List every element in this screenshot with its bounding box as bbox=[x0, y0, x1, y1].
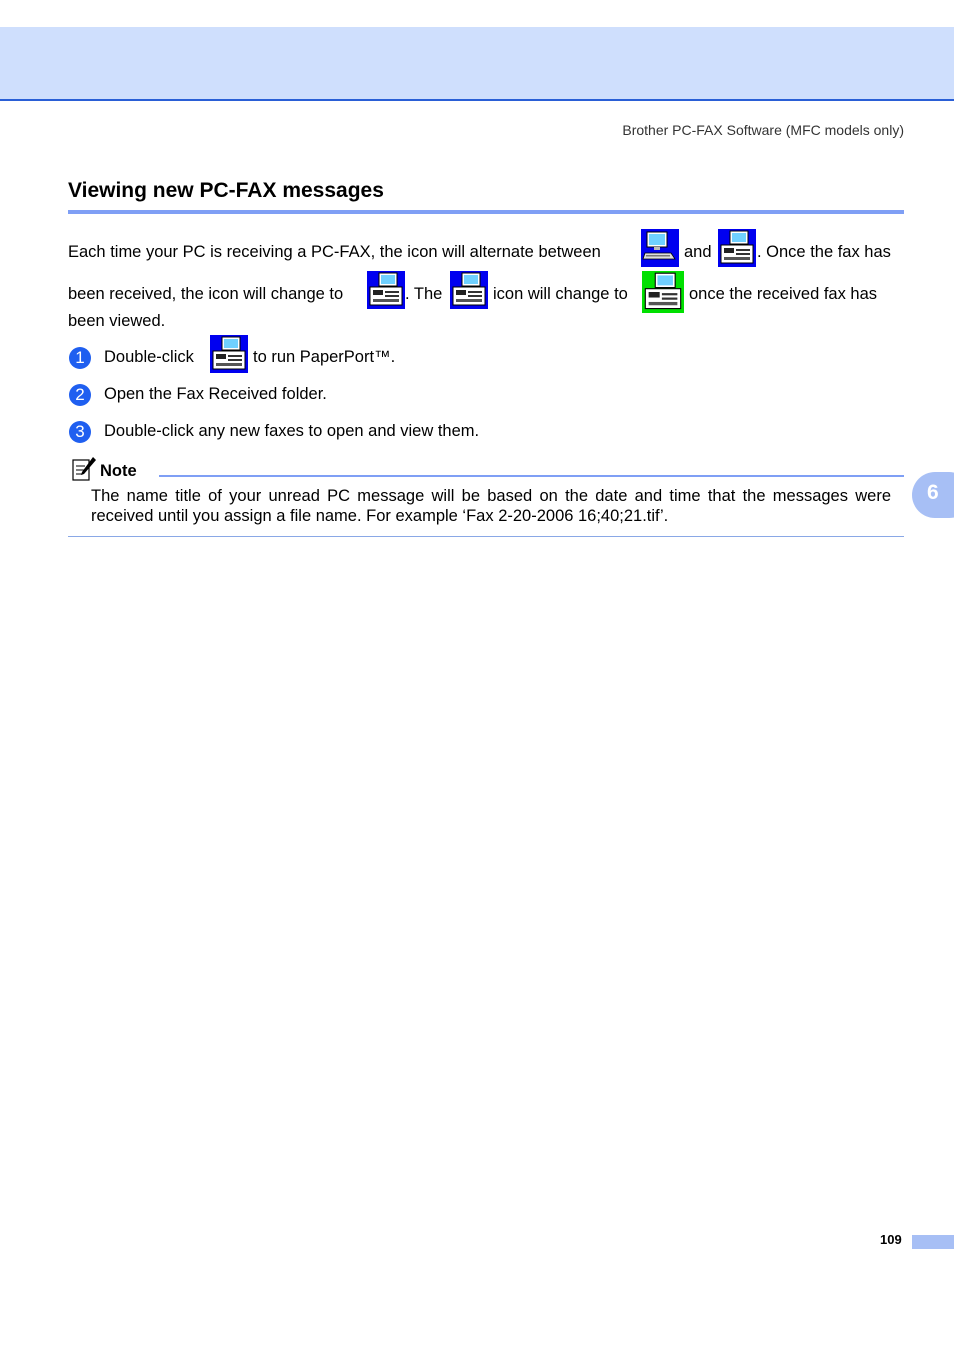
note-body: The name title of your unread PC message will be based on the date and time that the messages were received until you assign a file name. For example ‘Fax 2-20-2006 16;40;21.tif’. bbox=[91, 487, 891, 525]
section-title: Viewing new PC-FAX messages bbox=[68, 179, 384, 202]
intro-line2-text-d: once the received fax has bbox=[689, 285, 878, 303]
intro-line2-text-b: . The bbox=[405, 285, 443, 303]
intro-line2-text-a: been received, the icon will change to bbox=[68, 285, 344, 303]
step-number-1: 1 bbox=[69, 347, 91, 369]
step-1-text-a: Double-click bbox=[104, 348, 194, 366]
step-number-2: 2 bbox=[69, 384, 91, 406]
title-rule bbox=[68, 210, 904, 214]
step-1-text-b: to run PaperPort™. bbox=[253, 348, 396, 366]
running-header: Brother PC-FAX Software (MFC models only) bbox=[622, 122, 904, 138]
step-1 bbox=[68, 347, 568, 373]
chapter-tab bbox=[912, 472, 954, 518]
page-number: 109 bbox=[880, 1232, 902, 1247]
intro-line2-text-c: icon will change to bbox=[493, 285, 628, 303]
note-rule bbox=[159, 475, 904, 477]
pc-fax-received-icon bbox=[450, 271, 488, 309]
step-2 bbox=[68, 384, 568, 410]
pc-fax-receiving-fax-icon bbox=[718, 229, 756, 267]
pc-fax-received-icon bbox=[367, 271, 405, 309]
note-label: Note bbox=[100, 462, 137, 480]
note-pencil-icon bbox=[71, 456, 97, 482]
intro-line1-text-b: and bbox=[684, 243, 712, 261]
step-2-text: Open the Fax Received folder. bbox=[104, 385, 327, 403]
note-bottom-rule bbox=[68, 536, 904, 537]
pc-fax-viewed-icon bbox=[642, 271, 684, 313]
page-number-tab bbox=[912, 1235, 954, 1249]
step-number-3: 3 bbox=[69, 421, 91, 443]
step-3-text: Double-click any new faxes to open and view them. bbox=[104, 422, 480, 440]
pc-fax-received-icon bbox=[210, 335, 248, 373]
header-band bbox=[0, 27, 954, 101]
step-3 bbox=[68, 421, 568, 447]
chapter-number: 6 bbox=[927, 481, 939, 504]
intro-line1-text-c: . Once the fax has bbox=[757, 243, 891, 261]
pc-fax-receiving-computer-icon bbox=[641, 229, 679, 267]
intro-line1-text-a: Each time your PC is receiving a PC-FAX, the icon will alternate between bbox=[68, 243, 601, 261]
intro-line3-text: been viewed. bbox=[68, 312, 166, 330]
